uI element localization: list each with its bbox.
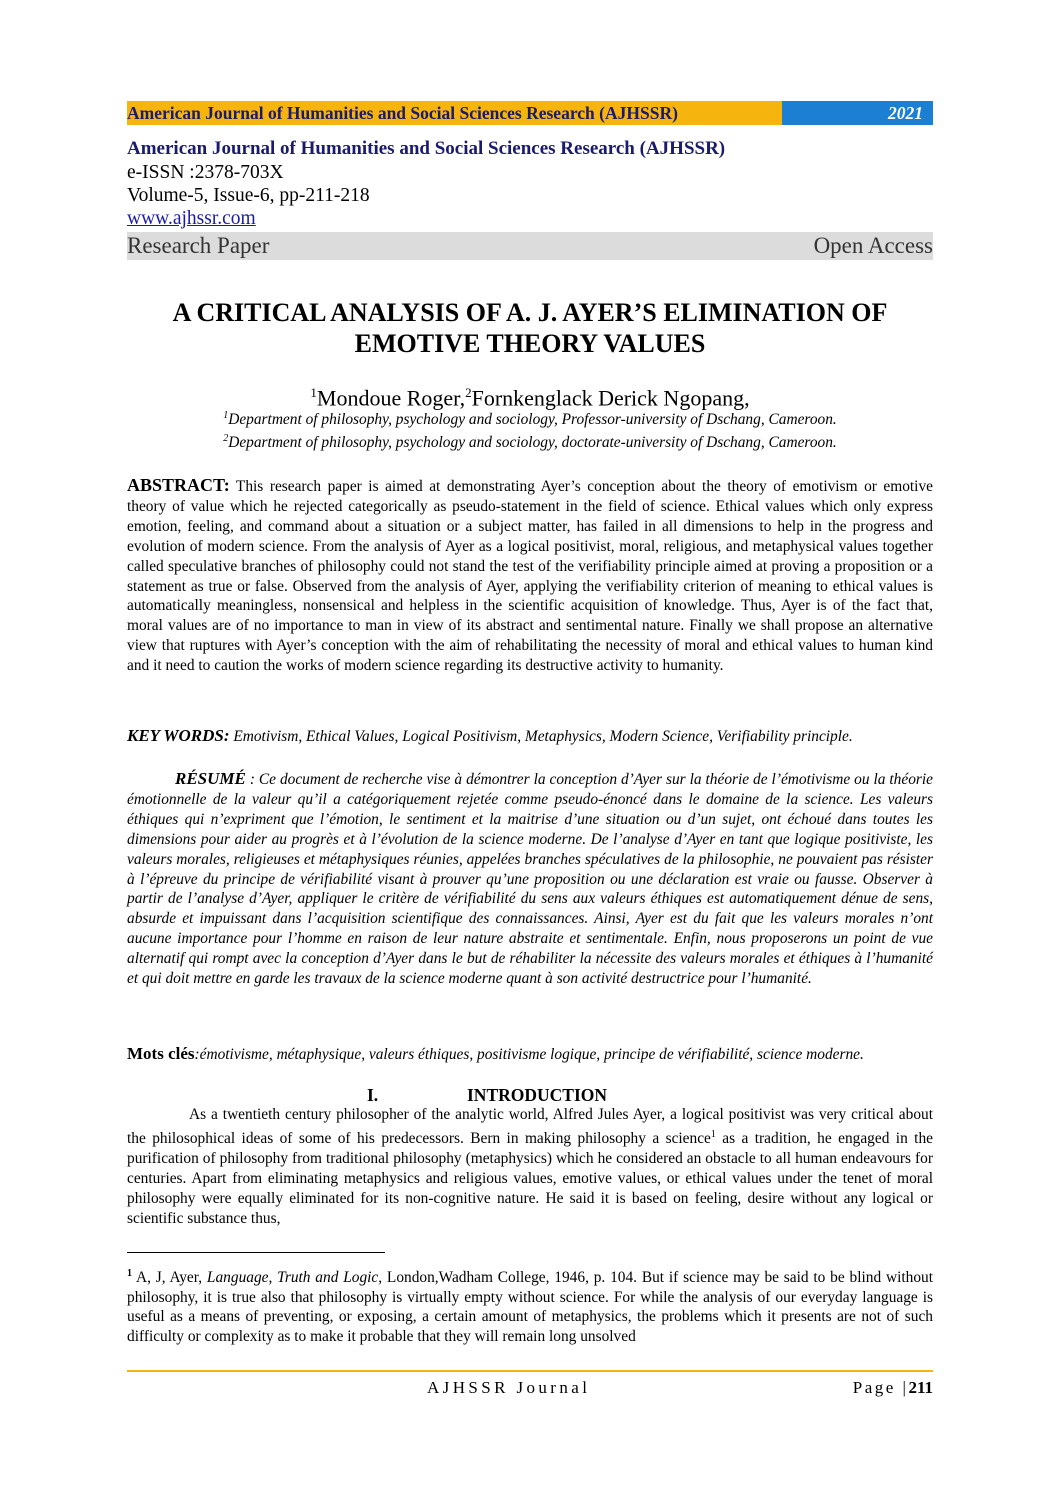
footer-page: [853, 1376, 933, 1400]
footer-page-number: 211: [908, 1378, 933, 1397]
footnote-reference[interactable]: 1: [710, 1128, 716, 1140]
resume-label: RÉSUMÉ: [175, 769, 246, 788]
paper-title-line-2: EMOTIVE THEORY VALUES: [354, 329, 706, 358]
affiliation-1-text: Department of philosophy, psychology and sociology, Professor-university of Dschang, Cameroon.: [228, 411, 837, 429]
intro-text-1: As a twentieth century philosopher of the analytic world, Alfred Jules Ayer, a logical positivist was very critical about the philosophical ideas of some of his predecessors. Bern in making philosophy a science: [127, 1106, 933, 1148]
footnote-post: , London,Wadham College, 1946, p. 104. But if science may be said to be blind without philosophy, it is true also that philosophy is virtually empty without science. For while the analysis of our everyday language is useful as a means of preventing, or exposing, a certain amount of metaphysics, the problems which it presents are not of such difficulty or complexity as to make it probable that they will remain long unsolved: [127, 1269, 933, 1345]
section-title: INTRODUCTION: [467, 1085, 608, 1105]
footnote-number: 1: [127, 1268, 132, 1279]
journal-name: American Journal of Humanities and Social Sciences Research (AJHSSR): [127, 138, 726, 159]
paper-type-bar: [127, 232, 933, 260]
resume-text: : Ce document de recherche vise à démontrer la conception d’Ayer sur la théorie de l’émotivisme ou la théorie émotionnelle de la valeur qu’il a catégoriquement rejetée comme pseudo-énoncé dans le domaine de la science. Les valeurs éthiques qui n’expriment que l’émotion, le sentiment et la maitrise d’une situation ou d’un sujet, ont échoué dans toutes les dimensions pour aider au progrès et à l’évolution de la science moderne. De l’analyse d’Ayer en tant que logique positiviste, les valeurs morales, religieuses et métaphysiques réunies, appelées branches spéculatives de la philosophie, ne pouvaient pas résister à l’épreuve du principe de vérifiabilité visant à prouver qu’une proposition ou une déclaration est vraie ou fausse. Observer à partir de l’analyse d’Ayer, appliquer le critère de vérifiabilité du sens aux valeurs éthiques est automatiquement dénue de sens, absurde et impuissant dans l’acquisition scientifique des connaissances. Ainsi, Ayer est du fait que les valeurs morales n’ont aucune importance pour l’homme en raison de leur nature abstraite et sentimentale. Enfin, nous proposerons un point de vue alternatif qui rompt avec la conception d’Ayer dans le but de réhabiliter la nécessite des valeurs morales et éthiques à l’humanité et qui doit mettre en garde les travaux de la science moderne quant à son activité destructrice pour l’humanité.: [127, 771, 933, 988]
abstract-label: ABSTRACT:: [127, 475, 230, 495]
paper-title-line-1: A CRITICAL ANALYSIS OF A. J. AYER’S ELIMINATION OF: [172, 298, 888, 327]
author-1-marker: 1: [310, 385, 317, 400]
resume: [127, 769, 933, 989]
footnote-pre: A, J, Ayer,: [132, 1269, 207, 1287]
abstract-text: This research paper is aimed at demonstrating Ayer’s conception about the theory of emotivism or emotive theory of value which he rejected categorically as pseudo-statement in the field of science. Ethical values which only express emotion, feeling, and command about a situation or a subject matter, has failed in all dimensions to help in the progress and evolution of modern science. From the analysis of Ayer as a logical positivist, moral, religious, and metaphysical values together called speculative branches of philosophy could not stand the test of the verifiability principle aimed at proving a proposition or a statement as true or false. Observed from the analysis of Ayer, applying the verifiability criterion of meaning to ethical values is automatically meaningless, nonsensical and helpless in the scientific acquisition of knowledge. Thus, Ayer is of the fact that, moral values are of no importance to man in view of its abstract and sentimental nature. Finally we shall propose an alternative view that ruptures with Ayer’s conception with the aim of rehabilitating the necessity of moral and ethical values to human kind and it need to caution the works of modern science regarding its destructive activity to humanity.: [127, 478, 933, 675]
section-heading: [367, 1084, 607, 1106]
author-2-marker: 2: [465, 385, 472, 400]
running-header-journal: American Journal of Humanities and Social Sciences Research (AJHSSR): [127, 101, 782, 125]
mots-cles-text: :émotivisme, métaphysique, valeurs éthiques, positivisme logique, principe de vérifiabilité, science moderne.: [194, 1046, 864, 1063]
keywords-text: Emotivism, Ethical Values, Logical Positivism, Metaphysics, Modern Science, Verifiability principle.: [229, 728, 853, 745]
section-number: I.: [367, 1085, 379, 1105]
affiliation-2-marker: 2: [223, 433, 229, 445]
keywords: [127, 725, 933, 748]
footer-page-label: Page |: [852, 1378, 909, 1397]
mots-cles: [127, 1044, 933, 1065]
affiliation-2: [127, 429, 933, 452]
page-footer: [127, 1376, 933, 1400]
mots-cles-label: Mots clés: [127, 1044, 195, 1063]
abstract: [127, 476, 933, 676]
introduction-paragraph: [127, 1105, 933, 1229]
affiliations: [127, 406, 933, 452]
author-2: Fornkenglack Derick Ngopang,: [471, 385, 750, 411]
intro-text-2: as a tradition, he engaged in the purification of philosophy from traditional philosophy (metaphysics) which he considered an obstacle to all human endeavours for centuries. Apart from eliminating metaphysics and religious values, emotive values, or ethical values under the tenet of moral philosophy were equally eliminated for its non-cognitive nature. He said it is based on feeling, desire without any logical or scientific substance thus,: [127, 1130, 933, 1227]
affiliation-1: [127, 406, 933, 429]
journal-info: [127, 137, 933, 260]
journal-issn: e-ISSN :2378-703X: [127, 162, 284, 183]
journal-volume: Volume-5, Issue-6, pp-211-218: [127, 185, 370, 206]
footnote: [127, 1264, 933, 1346]
author-1: Mondoue Roger,: [316, 385, 466, 411]
running-header-year: 2021: [782, 101, 933, 125]
journal-website-link[interactable]: www.ajhssr.com: [127, 208, 256, 229]
open-access-label: Open Access: [813, 233, 933, 258]
footer-divider: [127, 1370, 933, 1372]
footer-journal: AJHSSR Journal: [427, 1378, 591, 1397]
affiliation-2-text: Department of philosophy, psychology and sociology, doctorate-university of Dschang, Cameroon.: [228, 434, 837, 452]
footnote-divider: [127, 1252, 385, 1253]
running-header: [127, 101, 933, 125]
keywords-label: KEY WORDS:: [127, 726, 230, 745]
paper-type-label: Research Paper: [127, 233, 270, 258]
paper-title: [127, 297, 933, 359]
affiliation-1-marker: 1: [223, 410, 229, 421]
footnote-book-title: Language, Truth and Logic: [206, 1269, 379, 1287]
